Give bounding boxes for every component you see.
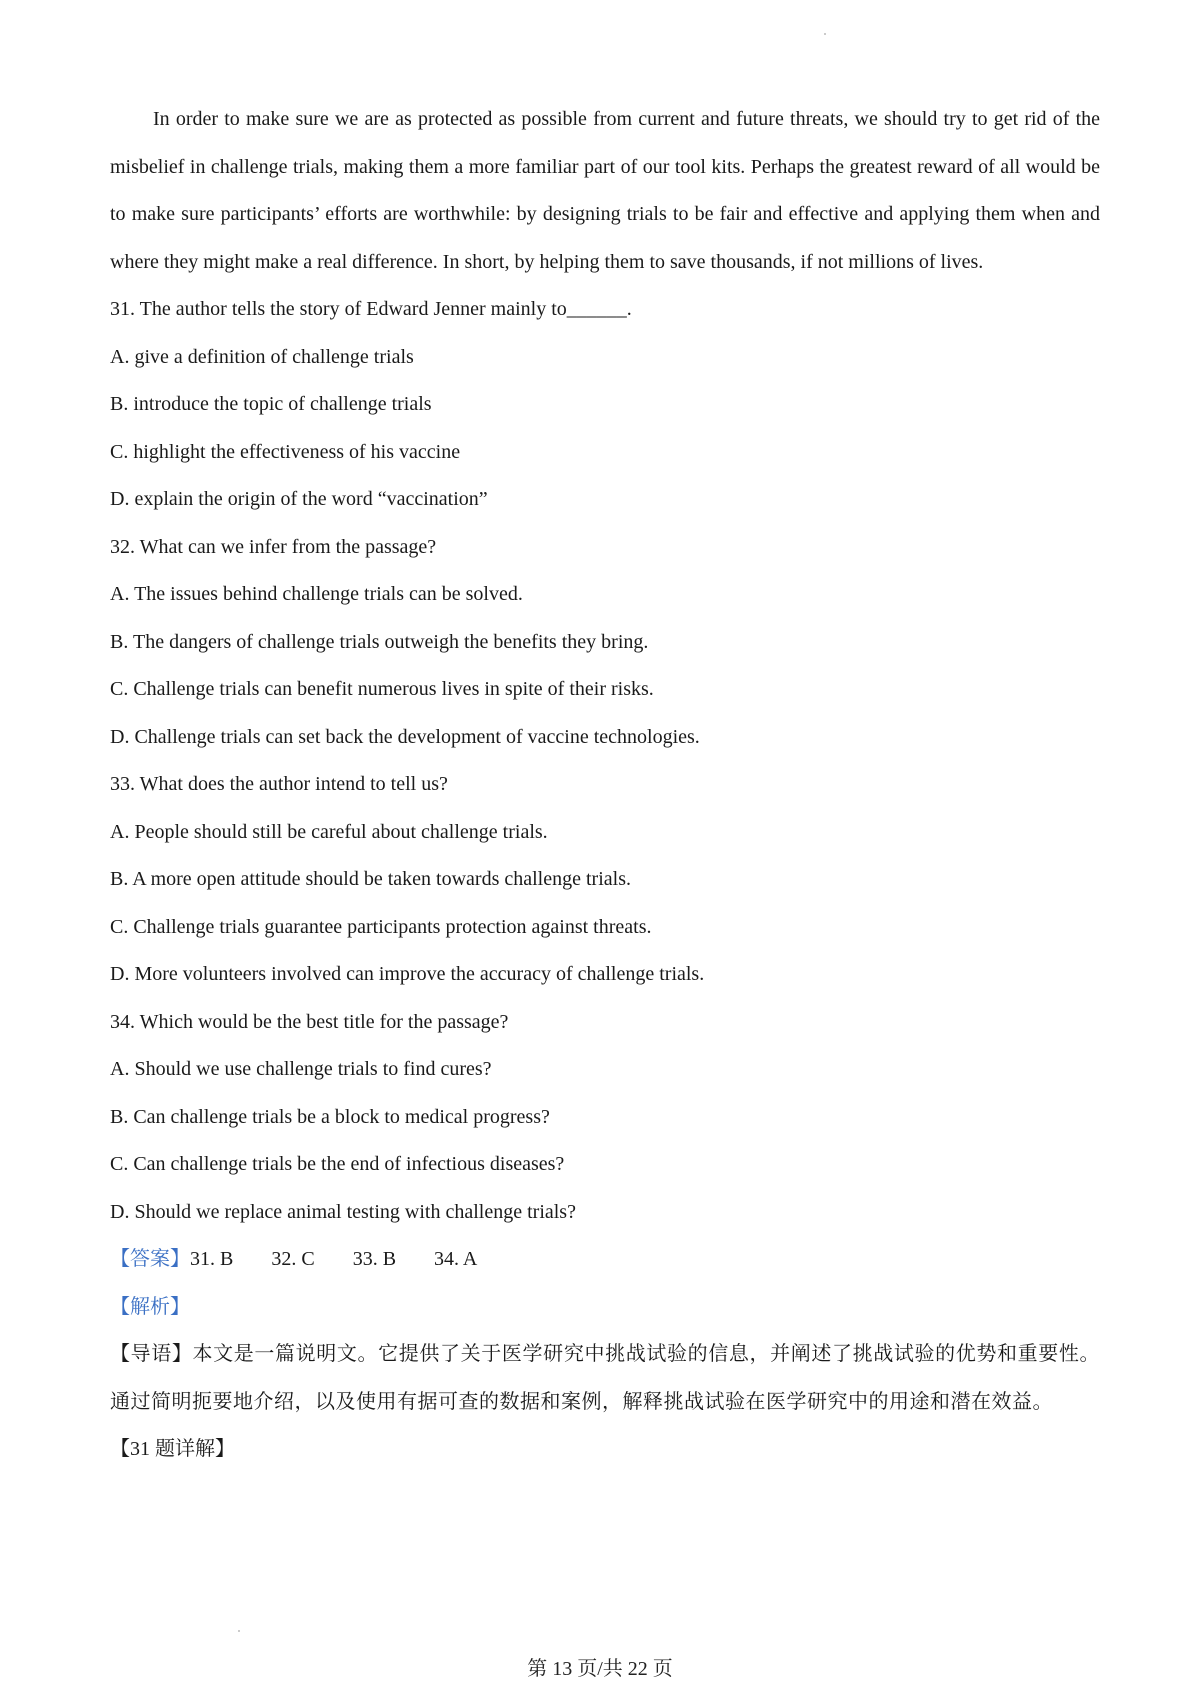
question-31 [110, 286, 1100, 524]
guide-label: 【导语】 [110, 1343, 193, 1365]
option-c: C. Challenge trials can benefit numerous lives in spite of their risks. [110, 678, 654, 700]
answer-34: 34. A [434, 1248, 478, 1270]
answer-key [110, 1236, 1100, 1284]
option-d: D. Should we replace animal testing with challenge trials? [110, 1200, 576, 1223]
answer-label: 【答案】 [110, 1248, 190, 1270]
option-a: A. People should still be careful about challenge trials. [110, 820, 548, 843]
page-content [110, 96, 1100, 1474]
option-d: D. Challenge trials can set back the development of vaccine technologies. [110, 725, 700, 748]
option-c: C. Challenge trials guarantee participants protection against threats. [110, 915, 652, 938]
option-b: B. A more open attitude should be taken towards challenge trials. [110, 868, 631, 890]
option-c: C. Can challenge trials be the end of infectious diseases? [110, 1153, 565, 1175]
detail-heading-31: 【31 题详解】 [110, 1438, 235, 1460]
question-stem: 31. The author tells the story of Edward Jenner mainly to______. [110, 298, 632, 320]
scan-speck [824, 33, 826, 35]
passage-final-paragraph: In order to make sure we are as protected as possible from current and future threats, we should try to get rid of the misbelief in challenge trials, making them a more familiar part of our tool kits. Perhaps the greatest reward of all would be to make sure participants’ efforts are worthwhile: by designing trials to be fair and effective and applying them when and where they might make a real difference. In short, by helping them to save thousands, if not millions of lives. [110, 108, 1100, 273]
guide-text: 本文是一篇说明文。它提供了关于医学研究中挑战试验的信息，并阐述了挑战试验的优势和重要性。通过简明扼要地介绍，以及使用有据可查的数据和案例，解释挑战试验在医学研究中的用途和潜在效益。 [110, 1343, 1101, 1413]
option-c: C. highlight the effectiveness of his vaccine [110, 440, 461, 463]
option-b: B. introduce the topic of challenge trials [110, 393, 432, 415]
option-b: B. The dangers of challenge trials outweigh the benefits they bring. [110, 630, 649, 653]
answer-33: 33. B [352, 1248, 397, 1270]
question-stem: 32. What can we infer from the passage? [110, 535, 437, 558]
question-stem: 34. Which would be the best title for the passage? [110, 1010, 509, 1033]
analysis-label: 【解析】 [110, 1295, 190, 1318]
question-stem: 33. What does the author intend to tell us? [110, 773, 448, 795]
option-d: D. More volunteers involved can improve the accuracy of challenge trials. [110, 963, 705, 985]
guide-paragraph [110, 1331, 1100, 1426]
answer-32: 32. C [271, 1248, 315, 1270]
option-d: D. explain the origin of the word “vaccination” [110, 488, 488, 510]
question-32 [110, 524, 1100, 762]
scan-speck [238, 1630, 240, 1632]
page-number-footer: 第 13 页/共 22 页 [527, 1658, 673, 1680]
question-34 [110, 999, 1100, 1237]
answer-31: 31. B [190, 1248, 234, 1270]
option-a: A. The issues behind challenge trials can be solved. [110, 583, 523, 605]
option-a: A. Should we use challenge trials to find cures? [110, 1058, 492, 1080]
option-b: B. Can challenge trials be a block to medical progress? [110, 1105, 550, 1128]
option-a: A. give a definition of challenge trials [110, 345, 414, 368]
question-33 [110, 761, 1100, 999]
